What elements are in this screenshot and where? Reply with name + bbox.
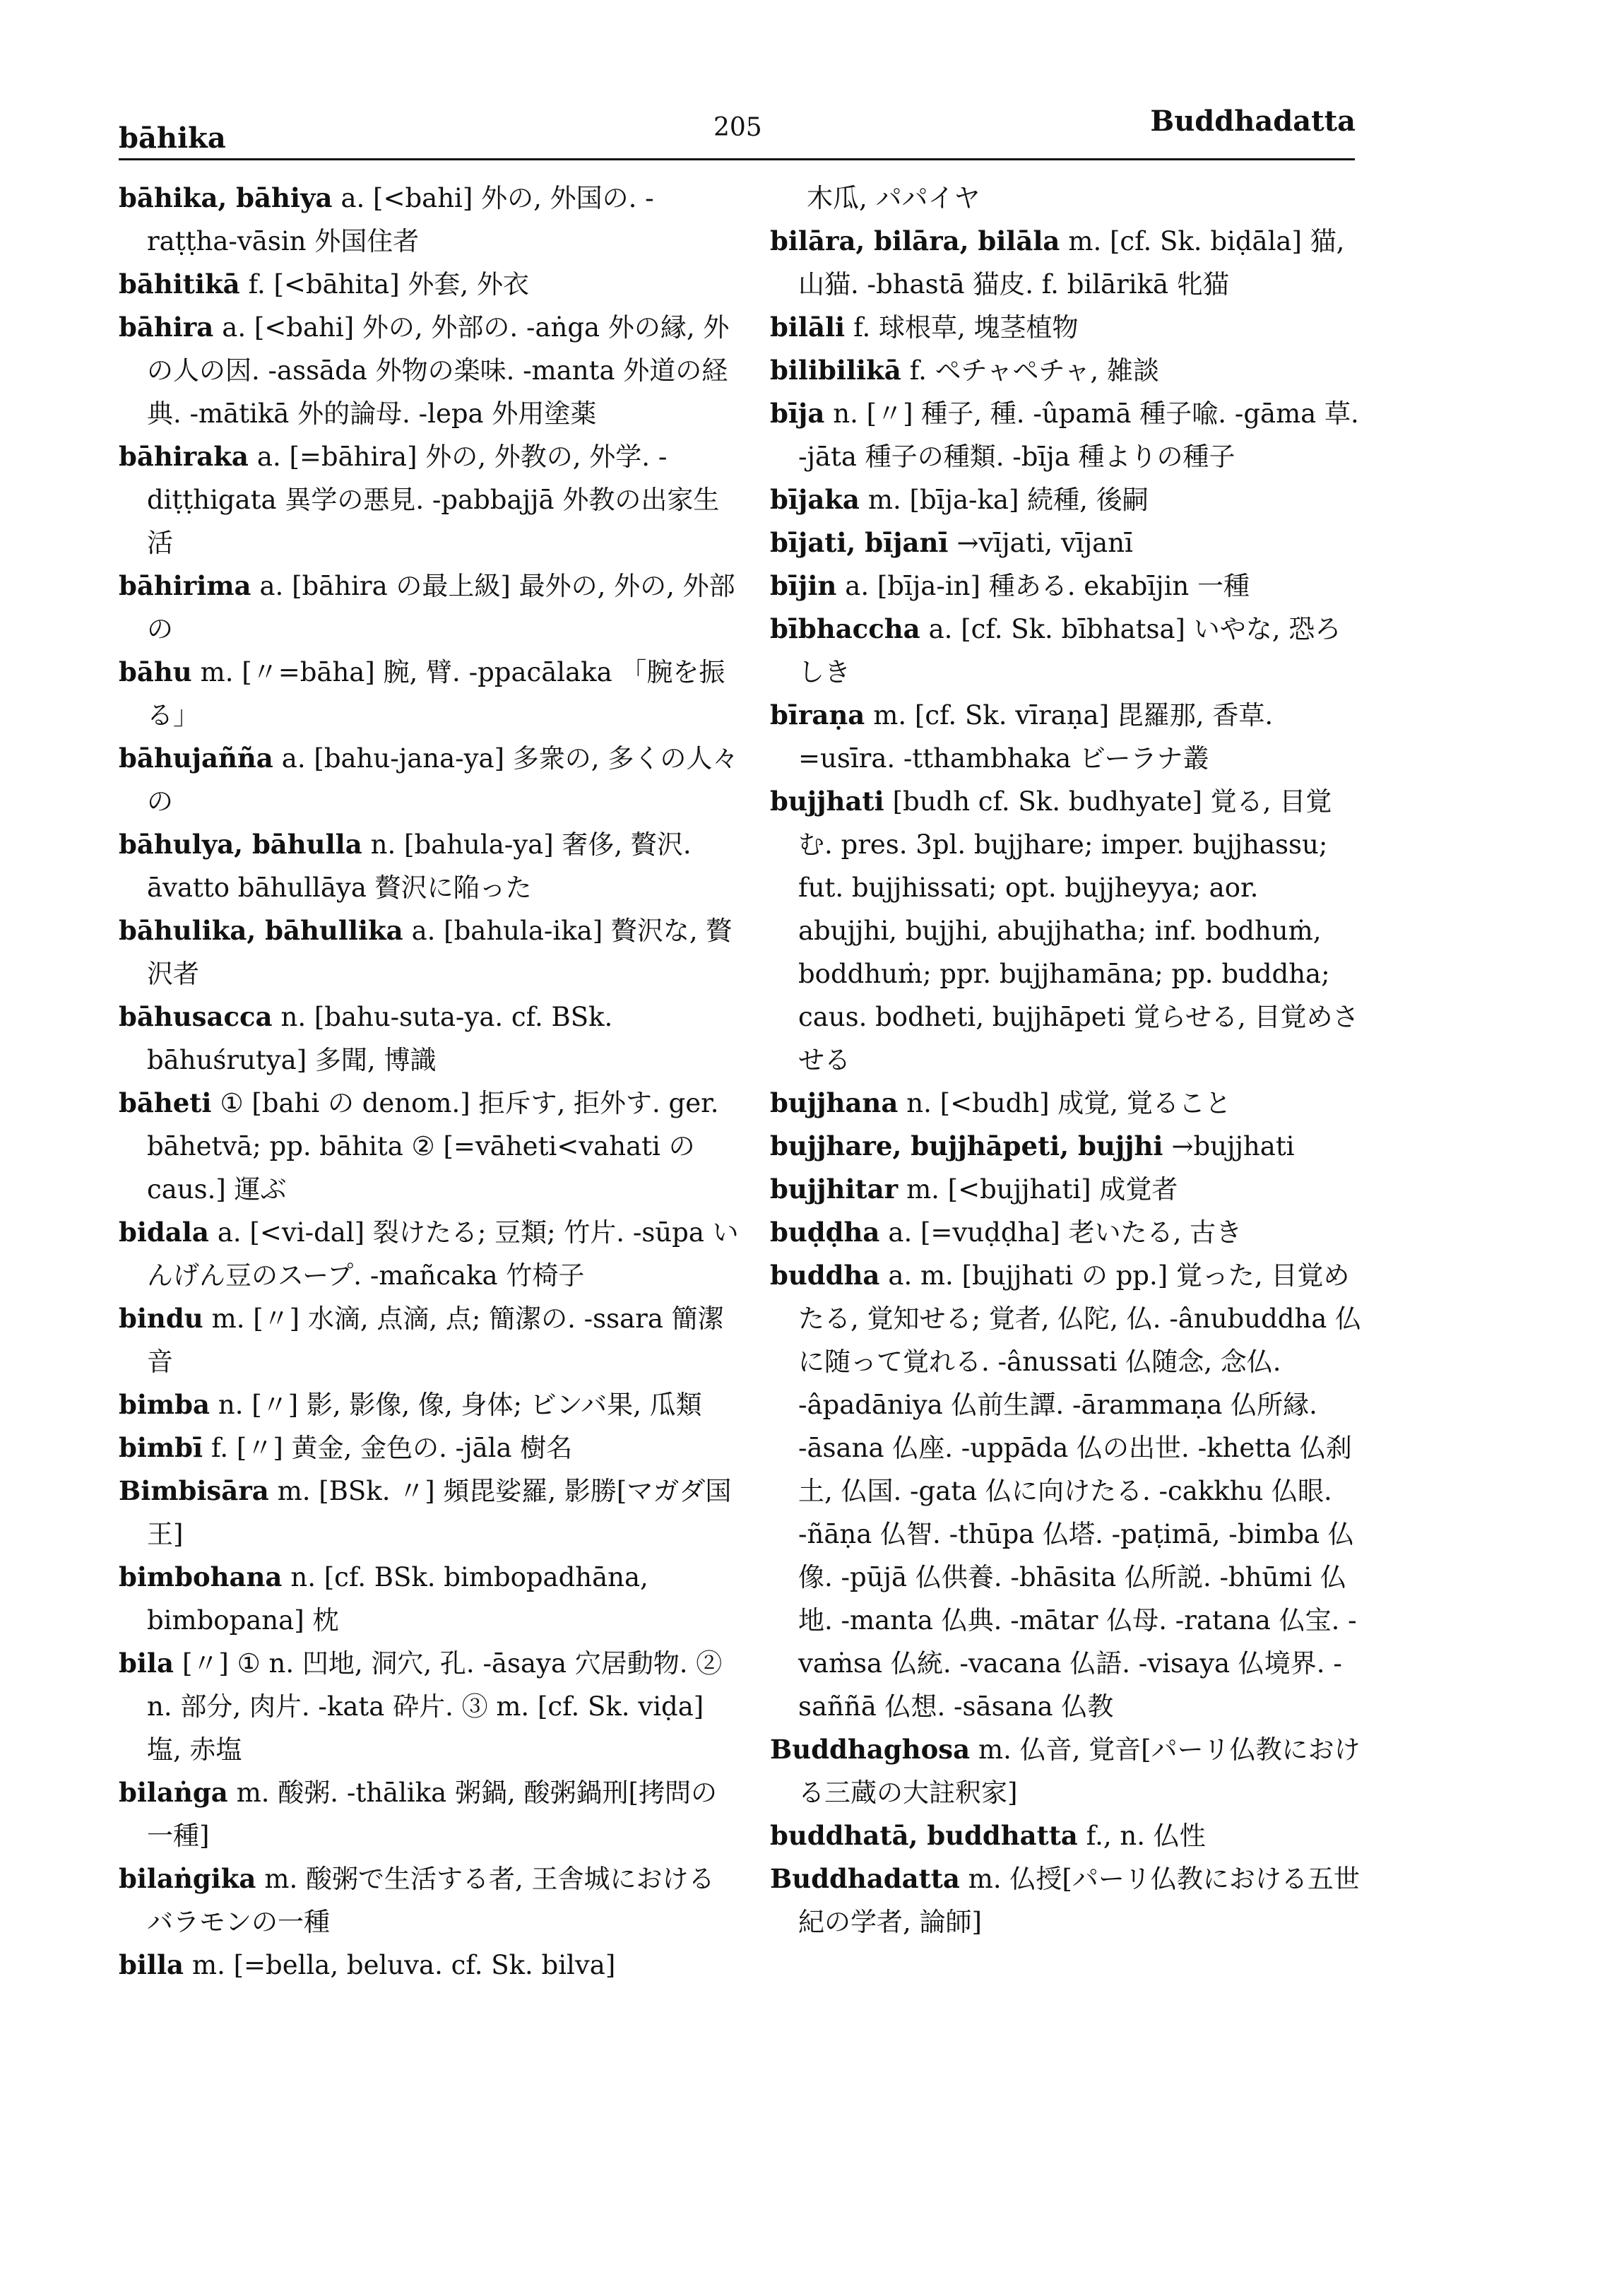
headword: Buddhaghosa bbox=[770, 1734, 971, 1765]
entry-definition: m. [=bella, beluva. cf. Sk. bilva] bbox=[192, 1950, 616, 1980]
headword: bimbī bbox=[119, 1432, 203, 1463]
dictionary-entry bbox=[770, 780, 1363, 1082]
headword: bujjhitar bbox=[770, 1173, 899, 1205]
headword: bībhaccha bbox=[770, 613, 920, 644]
entry-definition: [〃] ① n. 凹地, 洞穴, 孔. -āsaya 穴居動物. ② n. 部分, 肉片. -kata 砕片. ③ m. [cf. Sk. viḍa] 塩, 赤塩 bbox=[147, 1648, 723, 1765]
dictionary-entry bbox=[119, 435, 740, 564]
entry-definition: a. [bīja-in] 種ある. ekabījin 一種 bbox=[845, 571, 1250, 601]
dictionary-entry bbox=[119, 1470, 740, 1556]
entry-definition: →bujjhati bbox=[1171, 1131, 1295, 1161]
entry-definition: 木瓜, パパイヤ bbox=[807, 183, 980, 213]
dictionary-entry bbox=[770, 521, 1363, 564]
headword: bimba bbox=[119, 1389, 210, 1420]
entry-definition: a. [<bahi] 外の, 外部の. -aṅga 外の縁, 外の人の因. -assāda 外物の楽味. -manta 外道の経典. -mātikā 外的論母. -lepa 外用塗薬 bbox=[147, 312, 730, 429]
dictionary-entry bbox=[119, 1082, 740, 1211]
running-head-right: Buddhadatta bbox=[1150, 105, 1356, 138]
entry-definition: f., n. 仏性 bbox=[1086, 1821, 1206, 1851]
headword: bāhiraka bbox=[119, 441, 249, 472]
entry-definition: n. [bahula-ya] 奢侈, 贅沢. āvatto bāhullāya 贅沢に陥った bbox=[147, 829, 692, 903]
entry-definition: m. [BSk. 〃] 頻毘娑羅, 影勝[マガダ国王] bbox=[147, 1476, 732, 1549]
entry-definition: m. 酸粥で生活する者, 王舎城におけるバラモンの一種 bbox=[147, 1864, 715, 1937]
headword: bilibilikā bbox=[770, 355, 901, 386]
entry-definition: a. [bāhira の最上級] 最外の, 外の, 外部の bbox=[147, 571, 735, 644]
dictionary-entry bbox=[119, 737, 740, 823]
dictionary-entry bbox=[770, 608, 1363, 694]
entry-definition: n. [cf. BSk. bimbopadhāna, bimbopana] 枕 bbox=[147, 1562, 648, 1636]
entry-definition: m. [<bujjhati] 成覚者 bbox=[906, 1174, 1178, 1205]
headword: bāhirima bbox=[119, 570, 251, 601]
headword: buddhatā, buddhatta bbox=[770, 1820, 1078, 1851]
headword: bilaṅga bbox=[119, 1777, 228, 1808]
dictionary-entry bbox=[119, 1857, 740, 1944]
headword: bila bbox=[119, 1648, 174, 1679]
dictionary-entry bbox=[119, 823, 740, 909]
headword: bāhitikā bbox=[119, 268, 240, 300]
dictionary-entry bbox=[770, 478, 1363, 521]
running-head-left: bāhika bbox=[119, 122, 226, 155]
entry-definition: m. [〃=bāha] 腕, 臂. -ppacālaka 「腕を振る」 bbox=[147, 657, 725, 731]
dictionary-entry bbox=[770, 1254, 1363, 1728]
dictionary-entry bbox=[770, 1211, 1363, 1254]
headword: bāhika, bāhiya bbox=[119, 182, 333, 213]
dictionary-entry bbox=[770, 220, 1363, 306]
dictionary-entry bbox=[119, 306, 740, 435]
dictionary-entry bbox=[119, 651, 740, 737]
headword: buḍḍha bbox=[770, 1217, 880, 1248]
dictionary-entry bbox=[119, 1944, 740, 1987]
entry-definition: m. [bīja-ka] 続種, 後嗣 bbox=[867, 485, 1149, 515]
headword: bimbohana bbox=[119, 1561, 283, 1592]
dictionary-entry bbox=[119, 263, 740, 306]
dictionary-entry bbox=[770, 306, 1363, 349]
entry-definition: ① [bahi の denom.] 拒斥す, 拒外す. ger. bāhetvā; pp. bāhita ② [=vāheti<vahati の caus.] 運ぶ bbox=[147, 1088, 719, 1205]
headword: bāhira bbox=[119, 312, 214, 343]
entry-definition: [budh cf. Sk. budhyate] 覚る, 目覚む. pres. 3pl. bujjhare; imper. bujjhassu; fut. bujjhissati; opt. bujjheyya; aor. abujjhi, bujjhi, abujjhatha; inf. bodhuṁ, boddhuṁ; ppr. bujjhamāna; pp. buddha; caus. bodheti, bujjhāpeti 覚らせる, 目覚めさせる bbox=[798, 786, 1359, 1075]
headword: bilāli bbox=[770, 312, 846, 343]
entry-definition: a. [bahula-ika] 贅沢な, 贅沢者 bbox=[147, 916, 733, 989]
dictionary-entry bbox=[119, 1211, 740, 1297]
dictionary-entry bbox=[770, 1125, 1363, 1168]
headword: bījin bbox=[770, 570, 837, 601]
headword: bindu bbox=[119, 1303, 203, 1334]
entry-definition: a. [bahu-jana-ya] 多衆の, 多くの人々の bbox=[147, 743, 739, 817]
right-column bbox=[770, 177, 1363, 1944]
entry-definition: n. [〃] 種子, 種. -ûpamā 種子喩. -gāma 草. -jāta 種子の種類. -bīja 種よりの種子 bbox=[798, 398, 1359, 472]
header-rule bbox=[119, 158, 1355, 160]
entry-definition: m. [cf. Sk. vīraṇa] 毘羅那, 香草. =usīra. -tthambhaka ビーラナ叢 bbox=[798, 700, 1274, 774]
headword: bilāra, bilāra, bilāla bbox=[770, 225, 1060, 256]
dictionary-entry bbox=[770, 694, 1363, 780]
dictionary-entry bbox=[770, 392, 1363, 478]
headword: bīja bbox=[770, 398, 825, 429]
entry-definition: a. [<vi-dal] 裂けたる; 豆類; 竹片. -sūpa いんげん豆のスープ. -mañcaka 竹椅子 bbox=[147, 1217, 739, 1291]
entry-definition: f. 球根草, 塊茎植物 bbox=[853, 312, 1079, 343]
headword: bāheti bbox=[119, 1087, 212, 1118]
entry-definition: n. [bahu-suta-ya. cf. BSk. bāhuśrutya] 多聞, 博識 bbox=[147, 1002, 613, 1075]
headword: bilaṅgika bbox=[119, 1863, 256, 1894]
entry-definition: f. ペチャペチャ, 雑談 bbox=[909, 355, 1159, 386]
left-column bbox=[119, 177, 740, 1987]
entry-definition: a. [=bāhira] 外の, 外教の, 外学. -diṭṭhigata 異学の悪見. -pabbajjā 外教の出家生活 bbox=[147, 442, 720, 558]
dictionary-entry bbox=[119, 1642, 740, 1771]
headword: bīraṇa bbox=[770, 699, 865, 731]
entry-definition: a. m. [bujjhati の pp.] 覚った, 目覚めたる, 覚知せる; 覚者, 仏陀, 仏. -ânubuddha 仏に随って覚れる. -ânussati 仏随念, 念仏. -âpadāniya 仏前生譚. -ārammaṇa 仏所縁. -āsana 仏座. -uppāda 仏の出世. -khetta 仏刹土, 仏国. -gata 仏に向けたる. -cakkhu 仏眼. -ñāṇa 仏智. -thūpa 仏塔. -paṭimā, -bimba 仏像. -pūjā 仏供養. -bhāsita 仏所説. -bhūmi 仏地. -manta 仏典. -mātar 仏母. -ratana 仏宝. -vaṁsa 仏統. -vacana 仏語. -visaya 仏境界. -saññā 仏想. -sāsana 仏教 bbox=[798, 1260, 1362, 1722]
headword: bujjhati bbox=[770, 786, 884, 817]
entry-definition: f. [〃] 黄金, 金色の. -jāla 樹名 bbox=[211, 1433, 573, 1463]
dictionary-entry bbox=[119, 1426, 740, 1470]
dictionary-entry bbox=[770, 177, 1363, 220]
dictionary-entry bbox=[119, 1771, 740, 1857]
headword: bāhulika, bāhullika bbox=[119, 915, 403, 946]
dictionary-entry bbox=[770, 1857, 1363, 1944]
dictionary-entry bbox=[119, 1556, 740, 1642]
dictionary-entry bbox=[119, 1383, 740, 1426]
headword: Bimbisāra bbox=[119, 1475, 269, 1506]
dictionary-entry bbox=[770, 349, 1363, 392]
dictionary-entry bbox=[119, 564, 740, 651]
dictionary-entry bbox=[770, 1814, 1363, 1857]
headword: Buddhadatta bbox=[770, 1863, 960, 1894]
entry-definition: m. 仏音, 覚音[パーリ仏教における三蔵の大註釈家] bbox=[798, 1734, 1361, 1808]
entry-definition: n. [〃] 影, 影像, 像, 身体; ビンバ果, 瓜類 bbox=[218, 1390, 702, 1420]
dictionary-entry bbox=[119, 177, 740, 263]
entry-definition: f. [<bāhita] 外套, 外衣 bbox=[248, 269, 529, 300]
entry-definition: a. [=vuḍḍha] 老いたる, 古き bbox=[888, 1217, 1243, 1248]
entry-definition: a. [<bahi] 外の, 外国の. -raṭṭha-vāsin 外国住者 bbox=[147, 183, 654, 256]
dictionary-entry bbox=[119, 995, 740, 1082]
headword: buddha bbox=[770, 1260, 880, 1291]
headword: bidala bbox=[119, 1217, 209, 1248]
dictionary-entry bbox=[119, 1297, 740, 1383]
entry-definition: n. [<budh] 成覚, 覚ること bbox=[906, 1088, 1231, 1118]
dictionary-entry bbox=[770, 1168, 1363, 1211]
entry-definition: m. [cf. Sk. biḍāla] 猫, 山猫. -bhastā 猫皮. f. bilārikā 牝猫 bbox=[798, 226, 1345, 300]
headword: bāhu bbox=[119, 656, 192, 687]
headword: bījati, bījanī bbox=[770, 527, 949, 558]
dictionary-entry bbox=[119, 909, 740, 995]
dictionary-entry bbox=[770, 1082, 1363, 1125]
headword: bujjhare, bujjhāpeti, bujjhi bbox=[770, 1130, 1163, 1161]
dictionary-entry bbox=[770, 1728, 1363, 1814]
headword: bāhujañña bbox=[119, 743, 273, 774]
entry-definition: m. [〃] 水滴, 点滴, 点; 簡潔の. -ssara 簡潔音 bbox=[147, 1303, 724, 1377]
page-number: 205 bbox=[713, 113, 762, 142]
headword: billa bbox=[119, 1949, 184, 1980]
entry-definition: m. 酸粥. -thālika 粥鍋, 酸粥鍋刑[拷問の一種] bbox=[147, 1778, 717, 1851]
entry-definition: a. [cf. Sk. bībhatsa] いやな, 恐ろしき bbox=[798, 614, 1341, 687]
headword: bujjhana bbox=[770, 1087, 899, 1118]
dictionary-entry bbox=[770, 564, 1363, 608]
entry-definition: →vījati, vījanī bbox=[956, 528, 1133, 558]
headword: bījaka bbox=[770, 484, 860, 515]
headword: bāhusacca bbox=[119, 1001, 273, 1032]
entry-definition: m. 仏授[パーリ仏教における五世紀の学者, 論師] bbox=[798, 1864, 1360, 1937]
headword: bāhulya, bāhulla bbox=[119, 829, 362, 860]
